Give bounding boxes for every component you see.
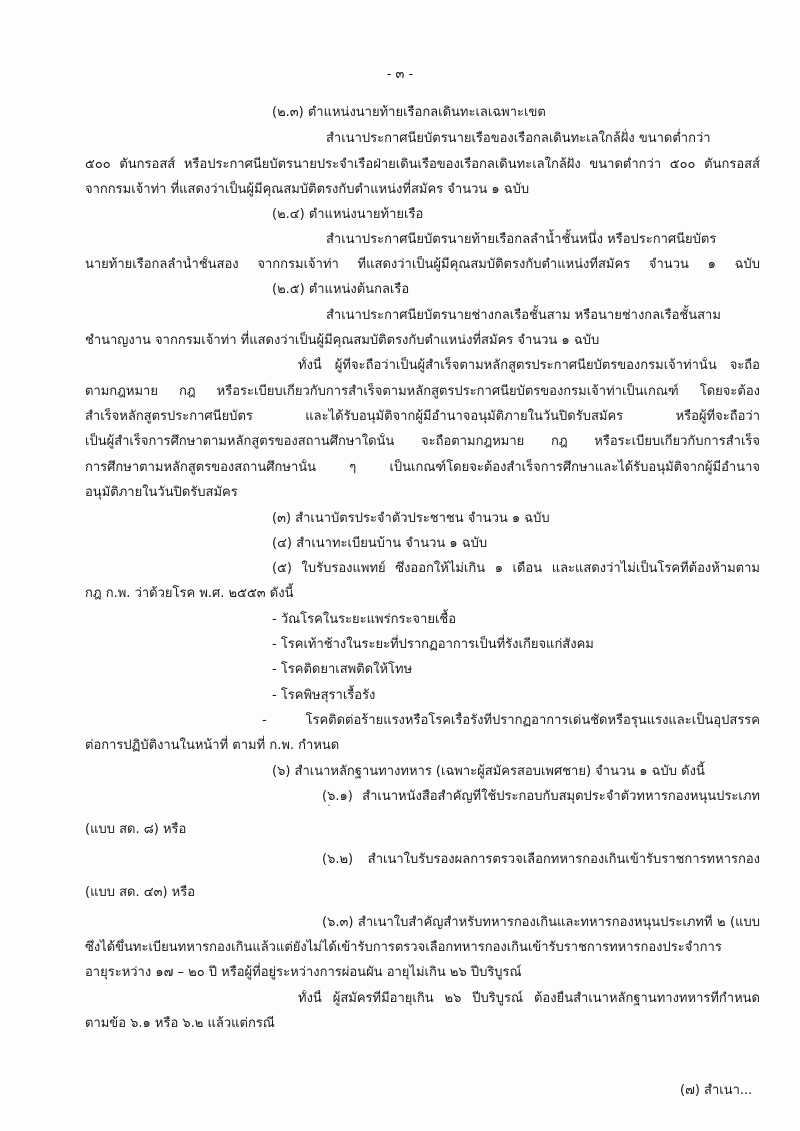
paragraph-line: สำเร็จหลักสูตรประกาศนียบัตร และได้รับอนุมัติจากผู้มีอำนาจอนุมัติภายในวันปิดรับสมัคร หรือผู้ที่จะถือว่า	[85, 409, 760, 424]
paragraph-line: ชำนาญงาน จากกรมเจ้าท่า ที่แสดงว่าเป็นผู้มีคุณสมบัติตรงกับตำแหน่งที่สมัคร จำนวน ๑ ฉบับ	[85, 333, 600, 348]
paragraph-line: จากกรมเจ้าท่า ที่แสดงว่าเป็นผู้มีคุณสมบัติตรงกับตำแหน่งที่สมัคร จำนวน ๑ ฉบับ	[85, 182, 530, 197]
paragraph-line: ทั้งนี้ ผู้สมัครที่มีอายุเกิน ๒๖ ปีบริบูรณ์ ต้องยื่นสำเนาหลักฐานทางทหารที่กำหนด	[298, 991, 760, 1006]
paragraph-line: สำเนาประกาศนียบัตรนายช่างกลเรือชั้นสาม หรือนายช่างกลเรือชั้นสาม	[326, 308, 721, 323]
paragraph-line: นายท้ายเรือกลลำน้ำชั้นสอง จากกรมเจ้าท่า ที่แสดงว่าเป็นผู้มีคุณสมบัติตรงกับตำแหน่งที่สมัคร จำนวน ๑ ฉบับ	[85, 257, 760, 272]
paragraph-line: (แบบ สด. ๔๓) หรือ	[85, 885, 196, 900]
item-5: (๕) ใบรับรองแพทย์ ซึ่งออกให้ไม่เกิน ๑ เดือน และแสดงว่าไม่เป็นโรคที่ต้องห้ามตาม	[272, 561, 760, 576]
disease-item: - โรคพิษสุราเรื้อรัง	[272, 688, 376, 703]
paragraph-line: ตามกฎหมาย กฎ หรือระเบียบเกี่ยวกับการสำเร็จตามหลักสูตรประกาศนียบัตรของกรมเจ้าท่าเป็นเกณฑ์ โดยจะต้อง	[85, 384, 760, 399]
item-6-2: (๖.๒) สำเนาใบรับรองผลการตรวจเลือกทหารกองเกินเข้ารับราชการทหารกอง	[322, 852, 760, 867]
paragraph-line: ตามข้อ ๖.๑ หรือ ๖.๒ แล้วแต่กรณี	[85, 1016, 275, 1031]
disease-item: - วัณโรคในระยะแพร่กระจายเชื้อ	[272, 612, 457, 627]
disease-item: - โรคติดยาเสพติดให้โทษ	[272, 662, 413, 677]
paragraph-line: สำเนาประกาศนียบัตรนายท้ายเรือกลลำน้ำชั้นหนึ่ง หรือประกาศนียบัตร	[326, 232, 717, 247]
item-6-1: (๖.๑) สำเนาหนังสือสำคัญที่ใช้ประกอบกับสมุดประจำตัวทหารกองหนุนประเภท	[322, 789, 760, 804]
heading-2-5: (๒.๕) ตำแหน่งต้นกลเรือ	[272, 282, 410, 297]
paragraph-line: กฎ ก.พ. ว่าด้วยโรค พ.ศ. ๒๕๕๓ ดังนี้	[85, 586, 294, 601]
paragraph-line: สำเนาประกาศนียบัตรนายเรือของเรือกลเดินทะเลใกล้ฝั่ง ขนาดต่ำกว่า	[326, 131, 711, 146]
item-6: (๖) สำเนาหลักฐานทางทหาร (เฉพาะผู้สมัครสอบเพศชาย) จำนวน ๑ ฉบับ ดังนี้	[272, 764, 705, 779]
paragraph-line: ทั้งนี้ ผู้ที่จะถือว่าเป็นผู้สำเร็จตามหลักสูตรประกาศนียบัตรของกรมเจ้าท่านั้น จะถือ	[298, 358, 760, 373]
item-4: (๔) สำเนาทะเบียนบ้าน จำนวน ๑ ฉบับ	[272, 536, 488, 551]
continuation-marker: (๗) สำเนา...	[680, 1083, 753, 1098]
paragraph-line: เป็นผู้สำเร็จการศึกษาตามหลักสูตรของสถานศึกษาใดนั้น จะถือตามกฎหมาย กฎ หรือระเบียบเกี่ยวกับการสำเร็จ	[85, 434, 760, 449]
paragraph-line: ๕๐๐ ตันกรอสส์ หรือประกาศนียบัตรนายประจำเรือฝ่ายเดินเรือของเรือกลเดินทะเลใกล้ฝั่ง ขนาดต่ำกว่า ๕๐๐ ตันกรอสส์	[85, 157, 760, 172]
paragraph-line: การศึกษาตามหลักสูตรของสถานศึกษานั้น ๆ เป็นเกณฑ์โดยจะต้องสำเร็จการศึกษาและได้รับอนุมัติจากผู้มีอำนาจ	[85, 460, 760, 475]
heading-2-4: (๒.๔) ตำแหน่งนายท้ายเรือ	[272, 207, 424, 222]
paragraph-line: ต่อการปฏิบัติงานในหน้าที่ ตามที่ ก.พ. กำหนด	[85, 738, 340, 753]
page-number: - ๓ -	[386, 67, 414, 82]
paragraph-line: (แบบ สด. ๘) หรือ	[85, 822, 187, 837]
paragraph-line: อายุระหว่าง ๑๗ – ๒๐ ปี หรือผู้ที่อยู่ระหว่างการผ่อนผัน อายุไม่เกิน ๒๖ ปีบริบูรณ์	[85, 965, 522, 980]
heading-2-3: (๒.๓) ตำแหน่งนายท้ายเรือกลเดินทะเลเฉพาะเขต	[272, 105, 546, 120]
disease-item: - โรคเท้าช้างในระยะที่ปรากฏอาการเป็นที่รังเกียจแก่สังคม	[272, 637, 594, 652]
item-3: (๓) สำเนาบัตรประจำตัวประชาชน จำนวน ๑ ฉบับ	[272, 511, 550, 526]
item-6-3: (๖.๓) สำเนาใบสำคัญสำหรับทหารกองเกินและทหารกองหนุนประเภทที่ ๒ (แบบ	[322, 915, 760, 930]
disease-item: - โรคติดต่อร้ายแรงหรือโรคเรื้อรังที่ปรากฏอาการเด่นชัดหรือรุนแรงและเป็นอุปสรรค	[262, 713, 760, 728]
paragraph-line: อนุมัติภายในวันปิดรับสมัคร	[85, 485, 238, 500]
paragraph-line: ซึ่งได้ขึ้นทะเบียนทหารกองเกินแล้วแต่ยังไม่ได้เข้ารับการตรวจเลือกทหารกองเกินเข้ารับราชการทหารกองประจำการ	[85, 940, 722, 955]
